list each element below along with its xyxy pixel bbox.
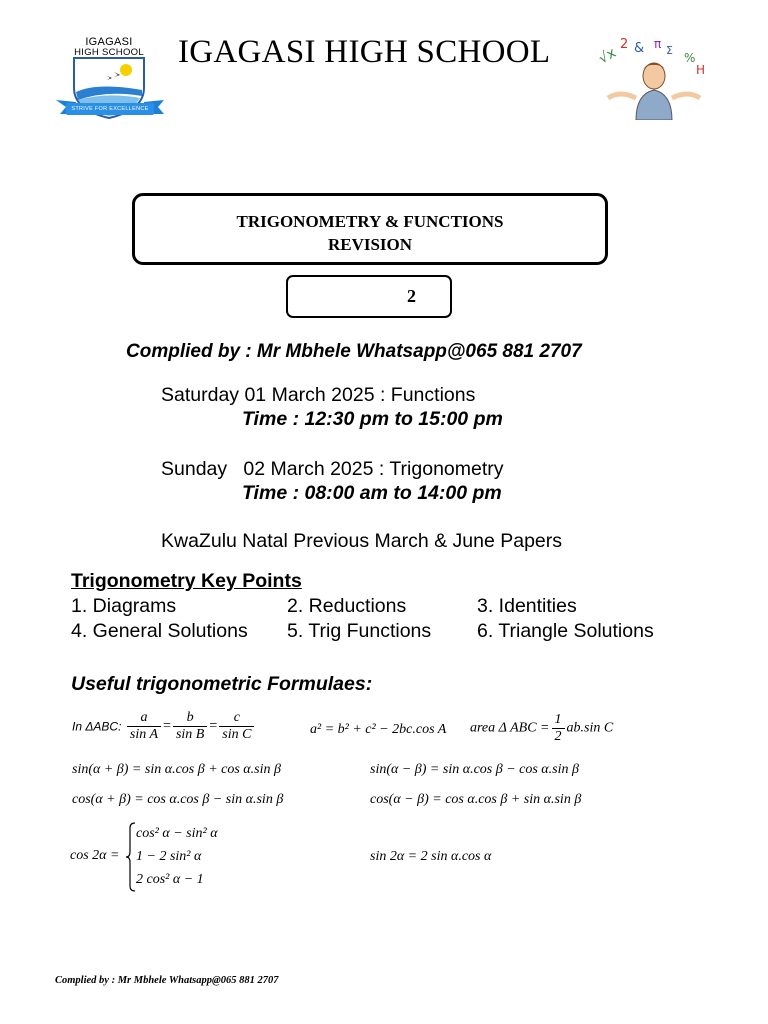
key-point-item: 3. Identities bbox=[477, 595, 577, 617]
svg-text:π: π bbox=[654, 37, 662, 51]
document-title-box bbox=[132, 193, 608, 265]
key-point-item: 1. Diagrams bbox=[71, 595, 177, 617]
logo-motto: STRIVE FOR EXCELLENCE bbox=[71, 106, 149, 112]
area-rule-fraction: $\frac{1}{2}$ bbox=[552, 712, 565, 745]
double-cos-case: cos² α − sin² α bbox=[136, 826, 218, 841]
area-rule-formula bbox=[470, 712, 613, 745]
compiled-by-line: Complied by : Mr Mbhele Whatsapp@065 881 2707 bbox=[126, 341, 582, 362]
logo-text-school: IGAGASI bbox=[85, 36, 133, 48]
document-number-box bbox=[286, 275, 452, 318]
compound-cos-plus: cos(α + β) = cos α.cos β − sin α.sin β bbox=[72, 792, 284, 807]
schedule-time-1: Time : 12:30 pm to 15:00 pm bbox=[242, 408, 503, 430]
document-number: 2 bbox=[407, 286, 416, 306]
cosine-rule-formula: a² = b² + c² − 2bc.cos A bbox=[310, 722, 447, 737]
document-title-line2: REVISION bbox=[327, 235, 413, 254]
double-cos-case: 2 cos² α − 1 bbox=[136, 872, 204, 887]
schedule-time-2: Time : 08:00 am to 14:00 pm bbox=[242, 482, 502, 504]
key-points-heading: Trigonometry Key Points bbox=[71, 570, 302, 592]
compound-sin-minus: sin(α − β) = sin α.cos β − cos α.sin β bbox=[370, 762, 579, 777]
key-point-item: 5. Trig Functions bbox=[287, 620, 432, 642]
svg-text:Σ: Σ bbox=[666, 44, 673, 57]
schedule-day-2: Sunday 02 March 2025 : Trigonometry bbox=[161, 458, 504, 480]
svg-text:√x: √x bbox=[596, 44, 619, 68]
compound-cos-minus: cos(α − β) = cos α.cos β + sin α.sin β bbox=[370, 792, 582, 807]
key-point-item: 4. General Solutions bbox=[71, 620, 248, 642]
left-brace-icon bbox=[126, 822, 136, 892]
svg-text:&: & bbox=[634, 41, 645, 56]
sine-rule-fraction: $\frac{a}{\text{sin A}}$ bbox=[127, 710, 161, 743]
school-logo bbox=[52, 30, 168, 126]
school-name-heading: IGAGASI HIGH SCHOOL bbox=[178, 34, 551, 70]
key-point-item: 6. Triangle Solutions bbox=[477, 620, 654, 642]
svg-text:2: 2 bbox=[620, 37, 629, 52]
key-point-item: 2. Reductions bbox=[287, 595, 407, 617]
logo-text-high-school: HIGH SCHOOL bbox=[74, 47, 144, 58]
area-rule-prefix: area Δ ABC = bbox=[470, 720, 550, 736]
area-rule-suffix: ab.sin C bbox=[566, 720, 614, 736]
sine-rule-fraction: $\frac{c}{\text{sin C}}$ bbox=[219, 710, 254, 743]
double-cos-case: 1 − 2 sin² α bbox=[136, 849, 202, 864]
sine-rule-prefix: In ΔABC: bbox=[72, 719, 122, 734]
footer-compiled-by: Complied by : Mr Mbhele Whatsapp@065 881 2707 bbox=[55, 975, 279, 986]
double-angle-sin-formula: sin 2α = 2 sin α.cos α bbox=[370, 849, 492, 864]
svg-text:%: % bbox=[684, 51, 696, 65]
papers-note: KwaZulu Natal Previous March & June Papers bbox=[161, 530, 563, 552]
sine-rule-fraction: $\frac{b}{\text{sin B}}$ bbox=[173, 710, 207, 743]
sine-rule-formula: In ΔABC: $\frac{a}{\text{sin A}}$ = $\frac{b}{\text{sin B}}$ = $\frac{c}{\text{sin C}}$ bbox=[72, 710, 256, 743]
compound-sin-plus: sin(α + β) = sin α.cos β + cos α.sin β bbox=[72, 762, 281, 777]
double-cos-lhs: cos 2α = bbox=[70, 848, 120, 863]
schedule-day-1: Saturday 01 March 2025 : Functions bbox=[161, 384, 476, 406]
document-title-line1: TRIGONOMETRY & FUNCTIONS bbox=[236, 212, 504, 231]
svg-text:H: H bbox=[696, 63, 706, 77]
student-with-math-symbols-icon bbox=[596, 34, 712, 120]
formulas-heading: Useful trigonometric Formulaes: bbox=[71, 673, 373, 695]
